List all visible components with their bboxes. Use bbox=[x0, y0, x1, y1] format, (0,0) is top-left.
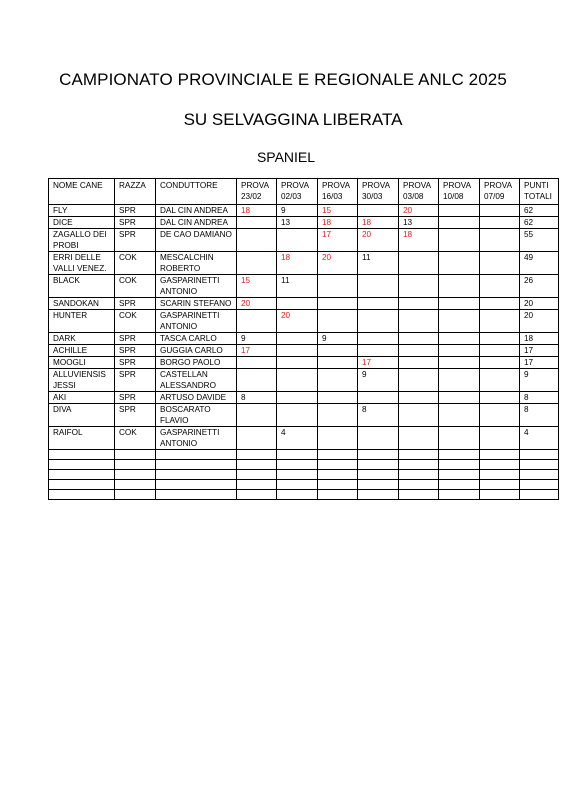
table-cell bbox=[480, 229, 520, 252]
table-cell: MOOGLI bbox=[49, 357, 115, 369]
column-header: PROVA 30/03 bbox=[358, 179, 399, 205]
empty-row bbox=[49, 490, 559, 500]
category-heading: SPANIEL bbox=[256, 149, 316, 165]
table-cell bbox=[399, 392, 439, 404]
table-cell: 62 bbox=[520, 205, 559, 217]
table-cell bbox=[277, 357, 318, 369]
table-cell bbox=[237, 252, 277, 275]
table-cell: TASCA CARLO bbox=[156, 333, 237, 345]
table-cell bbox=[439, 252, 480, 275]
empty-row bbox=[49, 480, 559, 490]
table-cell bbox=[399, 333, 439, 345]
empty-cell bbox=[399, 460, 439, 470]
column-header: PROVA 23/02 bbox=[237, 179, 277, 205]
table-row bbox=[49, 427, 559, 450]
empty-cell bbox=[277, 460, 318, 470]
empty-cell bbox=[49, 450, 115, 460]
column-header: NOME CANE bbox=[49, 179, 115, 205]
table-cell: GUGGIA CARLO bbox=[156, 345, 237, 357]
table-cell: ERRI DELLE VALLI VENEZ. bbox=[49, 252, 115, 275]
table-cell bbox=[480, 345, 520, 357]
empty-cell bbox=[520, 490, 559, 500]
table-cell: 18 bbox=[520, 333, 559, 345]
table-cell: HUNTER bbox=[49, 310, 115, 333]
column-header: RAZZA bbox=[115, 179, 156, 205]
empty-cell bbox=[237, 450, 277, 460]
table-cell: SPR bbox=[115, 205, 156, 217]
empty-cell bbox=[358, 460, 399, 470]
empty-cell bbox=[115, 480, 156, 490]
table-cell: 4 bbox=[520, 427, 559, 450]
table-cell bbox=[439, 229, 480, 252]
table-cell bbox=[480, 310, 520, 333]
table-cell: SPR bbox=[115, 404, 156, 427]
table-cell bbox=[277, 333, 318, 345]
table-cell bbox=[439, 298, 480, 310]
table-cell bbox=[318, 357, 358, 369]
column-header: PUNTI TOTALI bbox=[520, 179, 559, 205]
empty-cell bbox=[358, 470, 399, 480]
table-cell: MESCALCHIN ROBERTO bbox=[156, 252, 237, 275]
table-cell bbox=[358, 333, 399, 345]
empty-cell bbox=[520, 480, 559, 490]
table-cell: 26 bbox=[520, 275, 559, 298]
table-cell bbox=[480, 298, 520, 310]
table-cell: SCARIN STEFANO bbox=[156, 298, 237, 310]
table-cell: ACHILLE bbox=[49, 345, 115, 357]
results-table bbox=[48, 178, 559, 500]
table-cell bbox=[318, 275, 358, 298]
table-cell: 49 bbox=[520, 252, 559, 275]
table-cell bbox=[439, 369, 480, 392]
empty-cell bbox=[156, 450, 237, 460]
table-cell: DE CAO DAMIANO bbox=[156, 229, 237, 252]
empty-cell bbox=[520, 470, 559, 480]
table-cell bbox=[399, 275, 439, 298]
table-cell bbox=[480, 427, 520, 450]
table-cell bbox=[318, 345, 358, 357]
table-cell bbox=[358, 392, 399, 404]
table-cell: DAL CIN ANDREA bbox=[156, 205, 237, 217]
page-subtitle: SU SELVAGGINA LIBERATA bbox=[183, 110, 403, 129]
empty-cell bbox=[318, 470, 358, 480]
empty-cell bbox=[156, 490, 237, 500]
table-cell: SPR bbox=[115, 357, 156, 369]
table-cell: 20 bbox=[520, 298, 559, 310]
table-cell: 13 bbox=[399, 217, 439, 229]
empty-cell bbox=[439, 480, 480, 490]
table-cell bbox=[439, 427, 480, 450]
table-cell: 9 bbox=[318, 333, 358, 345]
empty-cell bbox=[277, 490, 318, 500]
table-cell: GASPARINETTI ANTONIO bbox=[156, 427, 237, 450]
table-cell: SPR bbox=[115, 298, 156, 310]
table-cell: DARK bbox=[49, 333, 115, 345]
table-row bbox=[49, 369, 559, 392]
table-cell bbox=[439, 310, 480, 333]
table-cell: 8 bbox=[520, 404, 559, 427]
empty-cell bbox=[399, 450, 439, 460]
table-cell: SPR bbox=[115, 217, 156, 229]
table-row bbox=[49, 404, 559, 427]
table-cell bbox=[318, 392, 358, 404]
table-cell bbox=[480, 357, 520, 369]
table-cell: 17 bbox=[237, 345, 277, 357]
empty-cell bbox=[277, 450, 318, 460]
empty-cell bbox=[49, 480, 115, 490]
table-row bbox=[49, 345, 559, 357]
empty-cell bbox=[277, 480, 318, 490]
table-cell bbox=[480, 404, 520, 427]
table-cell: 13 bbox=[277, 217, 318, 229]
table-cell: SPR bbox=[115, 345, 156, 357]
table-cell: 18 bbox=[358, 217, 399, 229]
column-header: CONDUTTORE bbox=[156, 179, 237, 205]
table-cell bbox=[480, 275, 520, 298]
table-row bbox=[49, 275, 559, 298]
table-cell: COK bbox=[115, 275, 156, 298]
table-cell: DAL CIN ANDREA bbox=[156, 217, 237, 229]
table-cell: ARTUSO DAVIDE bbox=[156, 392, 237, 404]
table-cell bbox=[399, 310, 439, 333]
table-cell: COK bbox=[115, 310, 156, 333]
table-cell bbox=[358, 345, 399, 357]
empty-cell bbox=[277, 470, 318, 480]
table-cell bbox=[439, 392, 480, 404]
table-cell: 18 bbox=[318, 217, 358, 229]
column-header: PROVA 07/09 bbox=[480, 179, 520, 205]
table-cell: 20 bbox=[277, 310, 318, 333]
empty-cell bbox=[156, 480, 237, 490]
table-cell: GASPARINETTI ANTONIO bbox=[156, 275, 237, 298]
empty-cell bbox=[318, 490, 358, 500]
table-cell: 15 bbox=[318, 205, 358, 217]
table-cell: SPR bbox=[115, 369, 156, 392]
table-cell: 20 bbox=[237, 298, 277, 310]
table-cell: COK bbox=[115, 252, 156, 275]
table-cell bbox=[277, 298, 318, 310]
table-row bbox=[49, 357, 559, 369]
empty-cell bbox=[115, 470, 156, 480]
table-cell: RAIFOL bbox=[49, 427, 115, 450]
empty-cell bbox=[439, 450, 480, 460]
table-cell bbox=[439, 345, 480, 357]
table-cell bbox=[318, 298, 358, 310]
table-cell: 17 bbox=[318, 229, 358, 252]
table-cell bbox=[237, 217, 277, 229]
table-cell: SANDOKAN bbox=[49, 298, 115, 310]
table-cell bbox=[399, 298, 439, 310]
table-cell: BOSCARATO FLAVIO bbox=[156, 404, 237, 427]
table-cell bbox=[277, 229, 318, 252]
table-cell: AKI bbox=[49, 392, 115, 404]
table-cell bbox=[399, 427, 439, 450]
table-cell bbox=[480, 217, 520, 229]
empty-cell bbox=[49, 470, 115, 480]
column-header: PROVA 10/08 bbox=[439, 179, 480, 205]
table-row bbox=[49, 229, 559, 252]
empty-cell bbox=[358, 490, 399, 500]
table-row bbox=[49, 205, 559, 217]
empty-cell bbox=[480, 470, 520, 480]
empty-cell bbox=[115, 460, 156, 470]
table-cell bbox=[439, 404, 480, 427]
table-cell: 9 bbox=[358, 369, 399, 392]
empty-cell bbox=[520, 450, 559, 460]
table-cell: CASTELLAN ALESSANDRO bbox=[156, 369, 237, 392]
table-cell bbox=[358, 310, 399, 333]
table-cell bbox=[439, 357, 480, 369]
table-cell: 20 bbox=[520, 310, 559, 333]
empty-cell bbox=[318, 450, 358, 460]
table-cell: 8 bbox=[520, 392, 559, 404]
page-title: CAMPIONATO PROVINCIALE E REGIONALE ANLC 2025 bbox=[59, 70, 507, 89]
empty-cell bbox=[399, 490, 439, 500]
table-cell bbox=[399, 357, 439, 369]
table-cell bbox=[439, 275, 480, 298]
table-row bbox=[49, 333, 559, 345]
table-cell bbox=[399, 252, 439, 275]
empty-cell bbox=[237, 470, 277, 480]
table-cell bbox=[439, 217, 480, 229]
table-cell: 11 bbox=[277, 275, 318, 298]
table-cell: BORGO PAOLO bbox=[156, 357, 237, 369]
empty-cell bbox=[115, 490, 156, 500]
table-row bbox=[49, 217, 559, 229]
table-cell: BLACK bbox=[49, 275, 115, 298]
empty-cell bbox=[156, 460, 237, 470]
table-row bbox=[49, 298, 559, 310]
table-cell bbox=[399, 369, 439, 392]
table-cell bbox=[480, 392, 520, 404]
table-cell: 17 bbox=[520, 357, 559, 369]
table-cell bbox=[277, 345, 318, 357]
table-cell: 20 bbox=[399, 205, 439, 217]
table-cell bbox=[318, 310, 358, 333]
table-cell: ZAGALLO DEI PROBI bbox=[49, 229, 115, 252]
table-cell: 18 bbox=[399, 229, 439, 252]
empty-cell bbox=[480, 490, 520, 500]
table-cell bbox=[439, 205, 480, 217]
table-cell bbox=[480, 333, 520, 345]
empty-row bbox=[49, 470, 559, 480]
table-cell bbox=[237, 357, 277, 369]
column-header: PROVA 02/03 bbox=[277, 179, 318, 205]
table-cell: 8 bbox=[237, 392, 277, 404]
table-cell: SPR bbox=[115, 392, 156, 404]
empty-cell bbox=[49, 460, 115, 470]
table-cell: 20 bbox=[358, 229, 399, 252]
empty-cell bbox=[237, 490, 277, 500]
table-cell bbox=[237, 310, 277, 333]
table-cell: 17 bbox=[358, 357, 399, 369]
table-cell bbox=[480, 252, 520, 275]
table-cell: DICE bbox=[49, 217, 115, 229]
empty-cell bbox=[480, 450, 520, 460]
table-cell bbox=[318, 404, 358, 427]
table-cell bbox=[358, 275, 399, 298]
empty-cell bbox=[520, 460, 559, 470]
table-cell: 17 bbox=[520, 345, 559, 357]
empty-cell bbox=[480, 460, 520, 470]
table-cell: 55 bbox=[520, 229, 559, 252]
empty-cell bbox=[318, 480, 358, 490]
table-cell: 62 bbox=[520, 217, 559, 229]
table-cell bbox=[358, 427, 399, 450]
table-cell: 4 bbox=[277, 427, 318, 450]
column-header: PROVA 03/08 bbox=[399, 179, 439, 205]
table-header bbox=[49, 179, 559, 205]
table-cell: 9 bbox=[520, 369, 559, 392]
table-cell bbox=[358, 298, 399, 310]
table-row bbox=[49, 252, 559, 275]
empty-cell bbox=[49, 490, 115, 500]
empty-cell bbox=[439, 460, 480, 470]
table-cell bbox=[237, 404, 277, 427]
empty-cell bbox=[480, 480, 520, 490]
empty-row bbox=[49, 450, 559, 460]
table-cell: 9 bbox=[277, 205, 318, 217]
table-cell bbox=[480, 369, 520, 392]
table-cell bbox=[237, 229, 277, 252]
table-cell bbox=[358, 205, 399, 217]
table-cell bbox=[480, 205, 520, 217]
table-cell: 8 bbox=[358, 404, 399, 427]
table-cell: ALLUVIENSIS JESSI bbox=[49, 369, 115, 392]
table-cell bbox=[277, 392, 318, 404]
table-cell bbox=[318, 427, 358, 450]
table-cell: SPR bbox=[115, 333, 156, 345]
table-cell bbox=[439, 333, 480, 345]
table-cell: 18 bbox=[237, 205, 277, 217]
empty-cell bbox=[237, 480, 277, 490]
table-cell bbox=[399, 345, 439, 357]
empty-cell bbox=[237, 460, 277, 470]
table-cell bbox=[237, 427, 277, 450]
table-cell bbox=[399, 404, 439, 427]
table-cell bbox=[277, 369, 318, 392]
empty-cell bbox=[358, 450, 399, 460]
table-cell bbox=[237, 369, 277, 392]
empty-cell bbox=[156, 470, 237, 480]
table-cell: 11 bbox=[358, 252, 399, 275]
table-cell: 20 bbox=[318, 252, 358, 275]
empty-cell bbox=[439, 490, 480, 500]
table-cell: 15 bbox=[237, 275, 277, 298]
table-cell: FLY bbox=[49, 205, 115, 217]
empty-cell bbox=[439, 470, 480, 480]
table-cell: 18 bbox=[277, 252, 318, 275]
table-cell: 9 bbox=[237, 333, 277, 345]
table-cell: COK bbox=[115, 427, 156, 450]
table-cell: SPR bbox=[115, 229, 156, 252]
empty-cell bbox=[399, 480, 439, 490]
column-header: PROVA 16/03 bbox=[318, 179, 358, 205]
table-cell: GASPARINETTI ANTONIO bbox=[156, 310, 237, 333]
empty-cell bbox=[115, 450, 156, 460]
table-row bbox=[49, 310, 559, 333]
empty-cell bbox=[358, 480, 399, 490]
table-cell: DIVA bbox=[49, 404, 115, 427]
table-body bbox=[49, 205, 559, 500]
empty-cell bbox=[399, 470, 439, 480]
empty-cell bbox=[318, 460, 358, 470]
table-cell bbox=[318, 369, 358, 392]
table-row bbox=[49, 392, 559, 404]
table-cell bbox=[277, 404, 318, 427]
header-row bbox=[49, 179, 559, 205]
empty-row bbox=[49, 460, 559, 470]
